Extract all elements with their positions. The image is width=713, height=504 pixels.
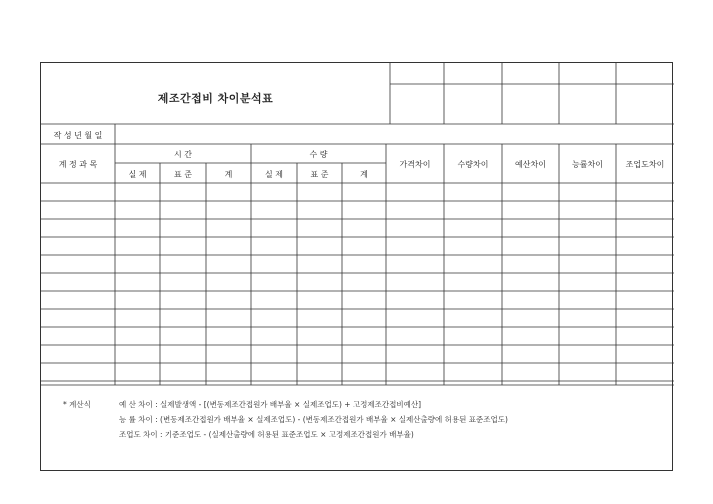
qty-actual-header: 실 제 — [265, 170, 283, 179]
volume-variance-header: 조업도차이 — [625, 160, 665, 169]
date-label: 작 성 년 월 일 — [53, 131, 103, 140]
notes-prefix: * 계산식 — [63, 400, 91, 409]
time-actual-header: 실 제 — [128, 170, 147, 179]
time-group-header: 시 간 — [174, 150, 192, 159]
price-variance-header: 가격차이 — [399, 160, 431, 169]
variance-analysis-form — [40, 62, 673, 471]
efficiency-variance-header: 능률차이 — [572, 160, 603, 169]
quantity-variance-header: 수량차이 — [457, 160, 489, 169]
time-total-header: 계 — [224, 170, 233, 179]
qty-group-header: 수 량 — [309, 150, 328, 159]
note-line-efficiency: 능 률 차이 : (변동제조간접원가 배부율 × 실제조업도) - (변동제조간접원가 배부율 × 실제산출량에 허용된 표준조업도) — [119, 415, 508, 424]
form-grid-lines — [41, 63, 674, 472]
budget-variance-header: 예산차이 — [515, 160, 546, 169]
account-label: 계 정 과 목 — [58, 160, 98, 169]
note-line-volume: 조업도 차이 : 기준조업도 - (실제산출량에 허용된 표준조업도 × 고정제조간접원가 배부율) — [119, 430, 414, 439]
form-title: 제조간접비 차이분석표 — [157, 92, 274, 105]
note-line-budget: 예 산 차이 : 실제발생액 - [(변동제조간접원가 배부율 × 실제조업도) + 고정제조간접비예산] — [119, 400, 422, 409]
time-standard-header: 표 준 — [174, 170, 192, 179]
qty-total-header: 계 — [360, 170, 368, 179]
qty-standard-header: 표 준 — [310, 170, 329, 179]
